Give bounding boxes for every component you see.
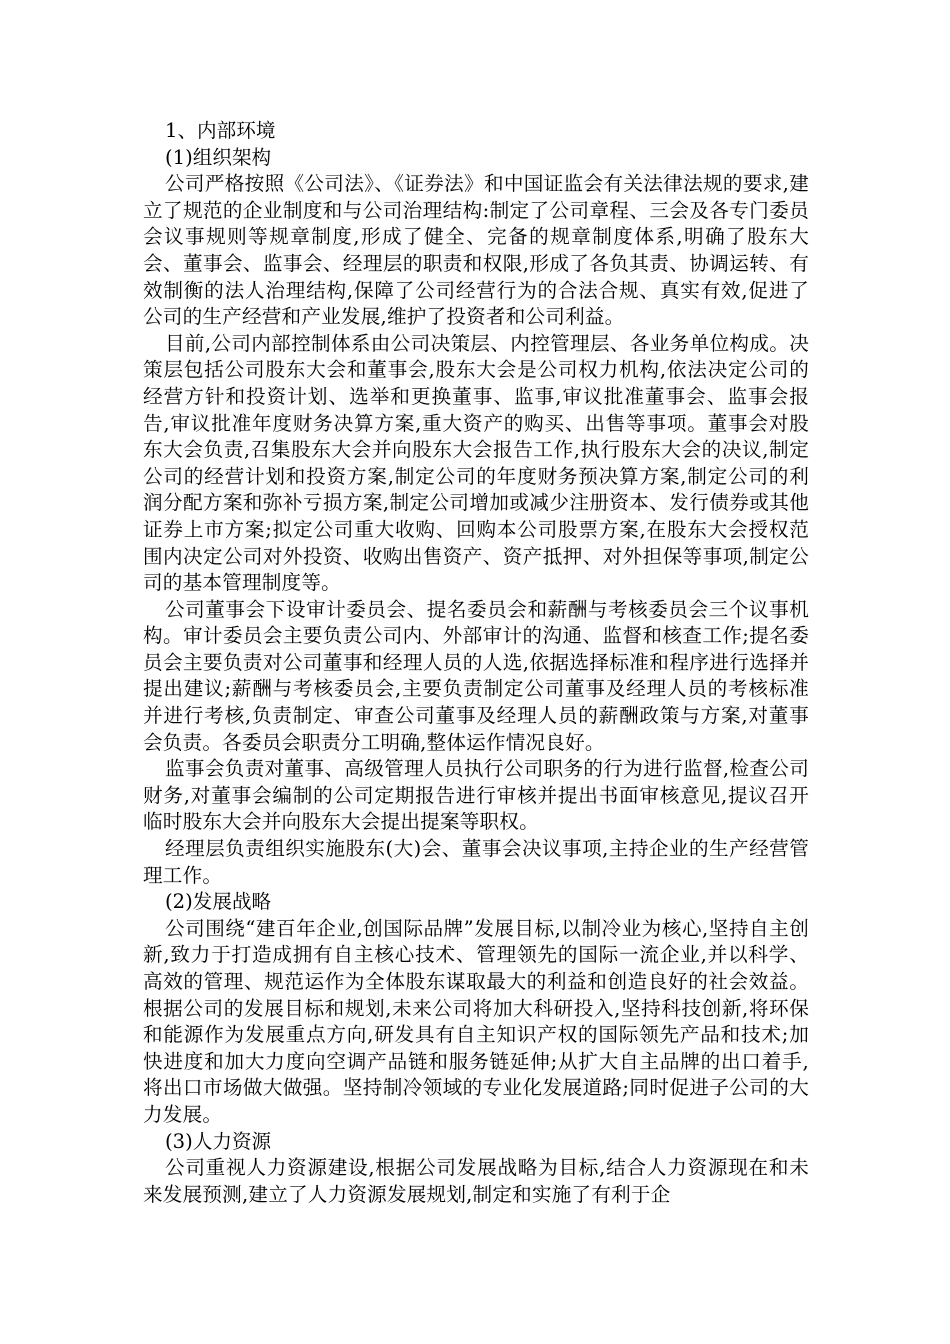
document-page [143, 118, 809, 1208]
subsection-title-hr: (3)人力资源 [165, 1129, 272, 1153]
subsection-title-organization: (1)组织架构 [165, 145, 272, 169]
paragraph-supervisory-board: 监事会负责对董事、高级管理人员执行公司职务的行为进行监督,检查公司财务,对董事会编制的公司定期报告进行审核并提出书面审核意见,提议召开临时股东大会并向股东大会提出提案等职权。 [143, 757, 809, 834]
paragraph-strategy: 公司围绕“建百年企业,创国际品牌”发展目标,以制冷业为核心,坚持自主创新,致力于打造成拥有自主核心技术、管理领先的国际一流企业,并以科学、高效的管理、规范运作为全体股东谋取最大的利益和创造良好的社会效益。根据公司的发展目标和规划,未来公司将加大科研投入,坚持科技创新,将环保和能源作为发展重点方向,研发具有自主知识产权的国际领先产品和技术;加快进度和加大力度向空调产品链和服务链延伸;从扩大自主品牌的出口着手,将出口市场做大做强。坚持制冷领域的专业化发展道路;同时促进子公司的大力发展。 [143, 916, 809, 1126]
paragraph-control-system: 目前,公司内部控制体系由公司决策层、内控管理层、各业务单位构成。决策层包括公司股东大会和董事会,股东大会是公司权力机构,依法决定公司的经营方针和投资计划、选举和更换董事、监事,审议批准董事会、监事会报告,审议批准年度财务决算方案,重大资产的购买、出售等事项。董事会对股东大会负责,召集股东大会并向股东大会报告工作,执行股东大会的决议,制定公司的经营计划和投资方案,制定公司的年度财务预决算方案,制定公司的利润分配方案和弥补亏损方案,制定公司增加或减少注册资本、发行债券或其他证券上市方案;拟定公司重大收购、回购本公司股票方案,在股东大会授权范围内决定公司对外投资、收购出售资产、资产抵押、对外担保等事项,制定公司的基本管理制度等。 [143, 331, 809, 595]
subsection-title-strategy: (2)发展战略 [165, 890, 272, 914]
paragraph-board-committees: 公司董事会下设审计委员会、提名委员会和薪酬与考核委员会三个议事机构。审计委员会主要负责公司内、外部审计的沟通、监督和核查工作;提名委员会主要负责对公司董事和经理人员的人选,依据选择标准和程序进行选择并提出建议;薪酬与考核委员会,主要负责制定公司董事及经理人员的考核标准并进行考核,负责制定、审查公司董事及经理人员的薪酬政策与方案,对董事会负责。各委员会职责分工明确,整体运作情况良好。 [143, 597, 809, 754]
section-title: 1、内部环境 [165, 119, 276, 142]
paragraph-governance: 公司严格按照《公司法》、《证券法》和中国证监会有关法律法规的要求,建立了规范的企业制度和与公司治理结构:制定了公司章程、三会及各专门委员会议事规则等规章制度,形成了健全、完备的规章制度体系,明确了股东大会、董事会、监事会、经理层的职责和权限,形成了各负其责、协调运转、有效制衡的法人治理结构,保障了公司经营行为的合法合规、真实有效,促进了公司的生产经营和产业发展,维护了投资者和公司利益。 [143, 172, 809, 329]
paragraph-management: 经理层负责组织实施股东(大)会、董事会决议事项,主持企业的生产经营管理工作。 [143, 837, 809, 887]
paragraph-hr: 公司重视人力资源建设,根据公司发展战略为目标,结合人力资源现在和未来发展预测,建立了人力资源发展规划,制定和实施了有利于企 [143, 1156, 809, 1206]
